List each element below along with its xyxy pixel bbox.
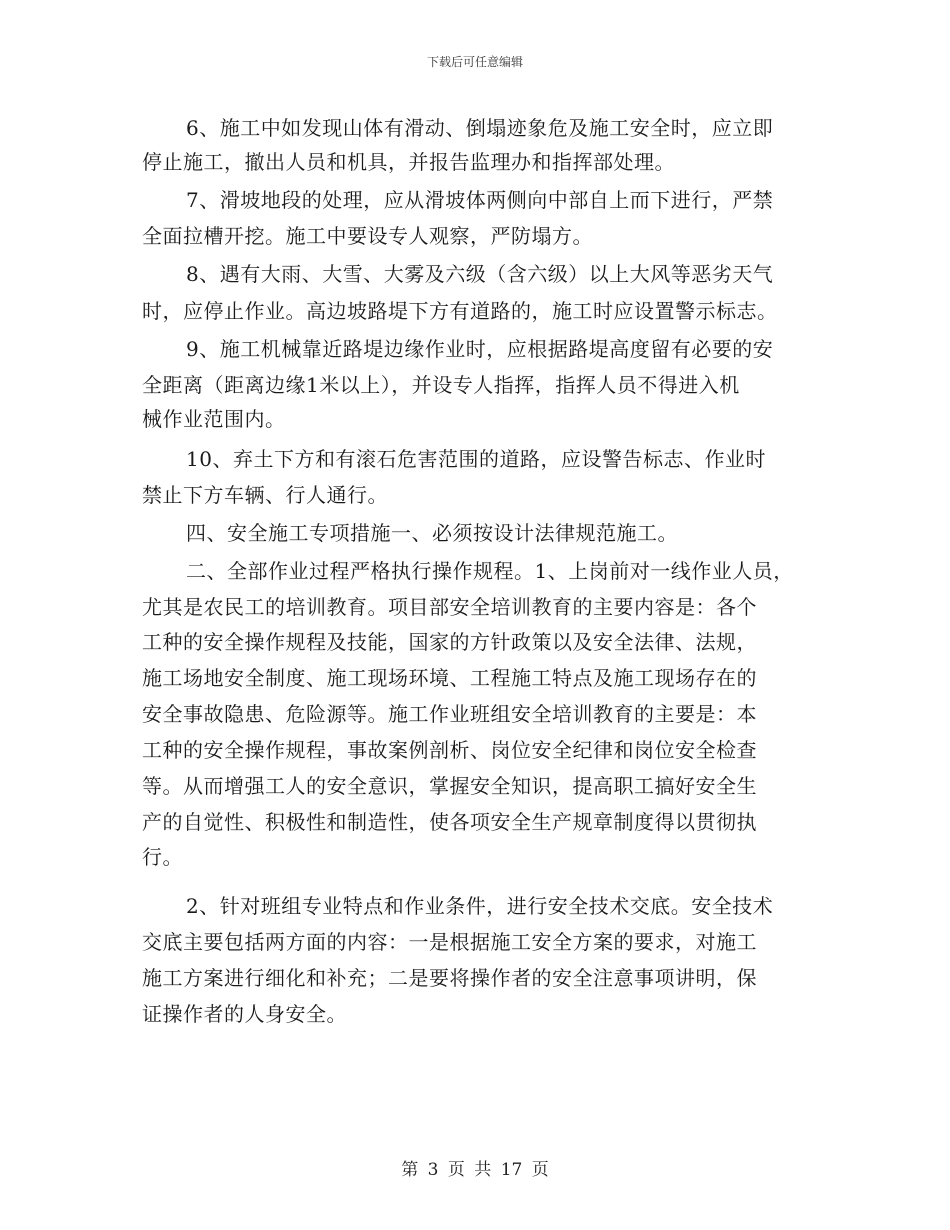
text-line: 时，应停止作业。高边坡路堤下方有道路的，施工时应设置警示标志。	[142, 299, 778, 323]
text-line: 工种的安全操作规程，事故案例剖析、岗位安全纪律和岗位安全检查	[142, 738, 757, 762]
text-line: 工种的安全操作规程及技能，国家的方针政策以及安全法律、法规，	[142, 630, 757, 654]
text-line: 行。	[142, 845, 183, 869]
text-line: 证操作者的人身安全。	[142, 1002, 347, 1026]
header-note: 下载后可任意编辑	[426, 55, 523, 69]
text-line: 尤其是农民工的培训教育。项目部安全培训教育的主要内容是：各个	[142, 595, 757, 619]
text-line: 9、施工机械靠近路堤边缘作业时，应根据路堤高度留有必要的安	[186, 337, 774, 361]
text-line: 2、针对班组专业特点和作业条件，进行安全技术交底。安全技术	[186, 894, 774, 918]
text-line: 交底主要包括两方面的内容：一是根据施工安全方案的要求，对施工	[142, 930, 757, 954]
page-number: 第 3 页 共 17 页	[401, 1160, 549, 1180]
text-line: 7、滑坡地段的处理，应从滑坡体两侧向中部自上而下进行，严禁	[186, 188, 774, 212]
text-line: 安全事故隐患、危险源等。施工作业班组安全培训教育的主要是：本	[142, 702, 757, 726]
text-line: 停止施工，撤出人员和机具，并报告监理办和指挥部处理。	[142, 150, 675, 174]
text-line: 二、全部作业过程严格执行操作规程。1、上岗前对一线作业人员，	[186, 559, 794, 583]
text-line: 8、遇有大雨、大雪、大雾及六级（含六级）以上大风等恶劣天气	[186, 262, 774, 286]
text-line: 等。从而增强工人的安全意识，掌握安全知识，提高职工搞好安全生	[142, 774, 757, 798]
text-line: 施工方案进行细化和补充；二是要将操作者的安全注意事项讲明，保	[142, 966, 757, 990]
text-line: 施工场地安全制度、施工现场环境、工程施工特点及施工现场存在的	[142, 666, 757, 690]
text-line: 四、安全施工专项措施一、必须按设计法律规范施工。	[186, 521, 678, 545]
text-line: 全距离（距离边缘1米以上），并设专人指挥，指挥人员不得进入机	[142, 373, 740, 397]
text-line: 10、弃土下方和有滚石危害范围的道路，应设警告标志、作业时	[186, 447, 766, 471]
text-line: 全面拉槽开挖。施工中要设专人观察，严防塌方。	[142, 224, 593, 248]
text-line: 产的自觉性、积极性和制造性，使各项安全生产规章制度得以贯彻执	[142, 810, 757, 834]
text-line: 6、施工中如发现山体有滑动、倒塌迹象危及施工安全时，应立即	[186, 116, 774, 140]
text-line: 械作业范围内。	[142, 407, 286, 431]
text-line: 禁止下方车辆、行人通行。	[142, 483, 388, 507]
